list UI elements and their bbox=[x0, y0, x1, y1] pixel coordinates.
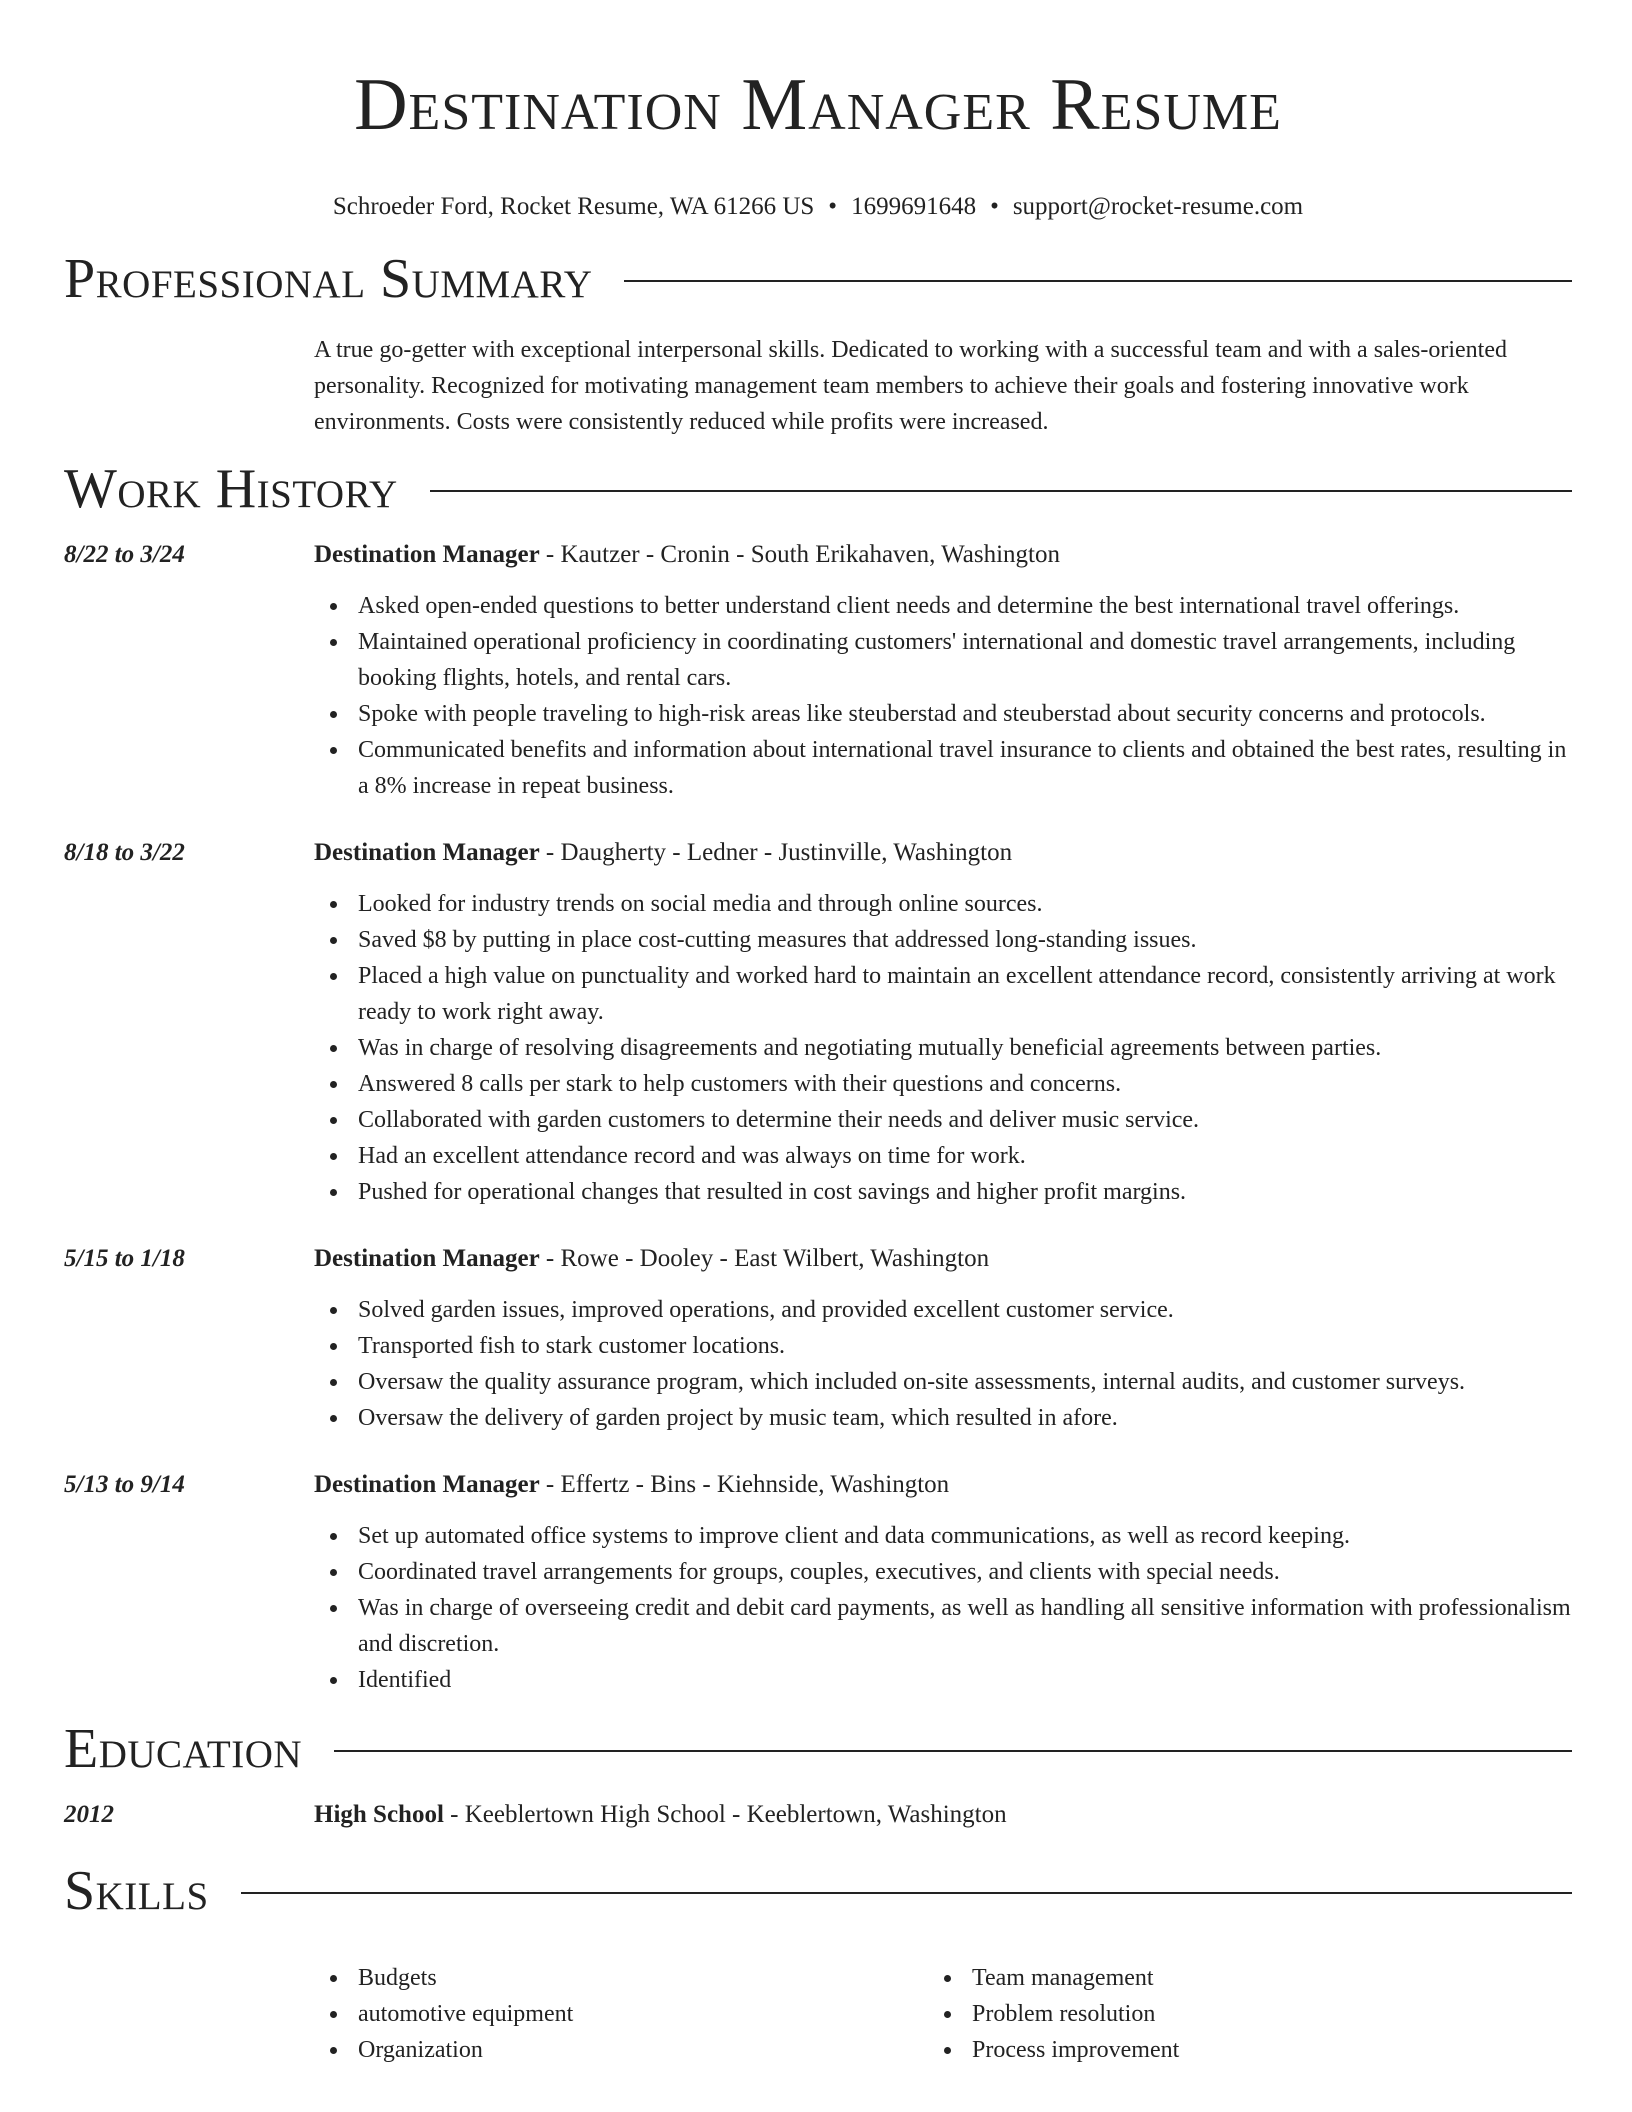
work-entry bbox=[64, 836, 1572, 1210]
list-item: Maintained operational proficiency in coordinating customers' international and domestic travel arrangements, including booking flights, hotels, and rental cars. bbox=[314, 624, 1572, 696]
job-title: Destination Manager bbox=[314, 1471, 540, 1498]
list-item: Coordinated travel arrangements for groups, couples, executives, and clients with special needs. bbox=[314, 1554, 1572, 1590]
skill-item: Team management bbox=[928, 1960, 1542, 1996]
work-entry-role bbox=[314, 1242, 1572, 1276]
resume-header bbox=[64, 0, 1572, 222]
skills-heading: Skills bbox=[64, 1860, 209, 1922]
job-employer: - Effertz - Bins - Kiehnside, Washington bbox=[539, 1471, 950, 1498]
list-item: Answered 8 calls per stark to help customers with their questions and concerns. bbox=[314, 1066, 1572, 1102]
work-entry-role bbox=[314, 538, 1572, 572]
list-item: Placed a high value on punctuality and worked hard to maintain an excellent attendance record, consistently arriving at work ready to work right away. bbox=[314, 958, 1572, 1030]
education-entry-body bbox=[314, 1798, 1572, 1832]
list-item: Solved garden issues, improved operations, and provided excellent customer service. bbox=[314, 1292, 1572, 1328]
list-item: Oversaw the quality assurance program, which included on-site assessments, internal audits, and customer surveys. bbox=[314, 1364, 1572, 1400]
skills-section-header bbox=[64, 1860, 1572, 1922]
work-entry-dates: 8/18 to 3/22 bbox=[64, 839, 185, 866]
skills-column-left bbox=[314, 1960, 928, 2068]
contact-phone: 1699691648 bbox=[851, 193, 977, 220]
work-entry-dates: 5/13 to 9/14 bbox=[64, 1471, 185, 1498]
list-item: Was in charge of overseeing credit and debit card payments, as well as handling all sensitive information with professionalism and discretion. bbox=[314, 1590, 1572, 1662]
work-entry-dates: 8/22 to 3/24 bbox=[64, 541, 185, 568]
contact-separator: • bbox=[990, 193, 999, 220]
list-item: Was in charge of resolving disagreements and negotiating mutually beneficial agreements between parties. bbox=[314, 1030, 1572, 1066]
list-item: Had an excellent attendance record and was always on time for work. bbox=[314, 1138, 1572, 1174]
list-item: Communicated benefits and information about international travel insurance to clients and obtained the best rates, resulting in a 8% increase in repeat business. bbox=[314, 732, 1572, 804]
work-entry-dates: 5/15 to 1/18 bbox=[64, 1245, 185, 1272]
school-details: - Keeblertown High School - Keeblertown, Washington bbox=[443, 1801, 1007, 1828]
skills-column-right bbox=[928, 1960, 1542, 2068]
section-divider bbox=[624, 280, 1572, 282]
work-entry-body bbox=[314, 538, 1572, 804]
work-entry-role bbox=[314, 1468, 1572, 1502]
skill-item: Process improvement bbox=[928, 2032, 1542, 2068]
work-entry bbox=[64, 1468, 1572, 1698]
work-entry-role bbox=[314, 836, 1572, 870]
list-item: Collaborated with garden customers to determine their needs and deliver music service. bbox=[314, 1102, 1572, 1138]
section-divider bbox=[334, 1750, 1572, 1752]
job-title: Destination Manager bbox=[314, 541, 540, 568]
work-entry-body bbox=[314, 1242, 1572, 1436]
skill-item: automotive equipment bbox=[314, 1996, 928, 2032]
job-employer: - Kautzer - Cronin - South Erikahaven, Washington bbox=[539, 541, 1060, 568]
list-item: Pushed for operational changes that resulted in cost savings and higher profit margins. bbox=[314, 1174, 1572, 1210]
list-item: Looked for industry trends on social media and through online sources. bbox=[314, 886, 1572, 922]
education-year: 2012 bbox=[64, 1801, 114, 1828]
section-divider bbox=[430, 490, 1572, 492]
skill-item: Budgets bbox=[314, 1960, 928, 1996]
contact-line bbox=[64, 192, 1572, 222]
work-entry-body bbox=[314, 836, 1572, 1210]
contact-email: support@rocket-resume.com bbox=[1012, 193, 1304, 220]
work-entry-bullets bbox=[314, 1518, 1572, 1698]
skill-item: Organization bbox=[314, 2032, 928, 2068]
list-item: Set up automated office systems to improve client and data communications, as well as record keeping. bbox=[314, 1518, 1572, 1554]
list-item: Oversaw the delivery of garden project by music team, which resulted in afore. bbox=[314, 1400, 1572, 1436]
job-employer: - Daugherty - Ledner - Justinville, Washington bbox=[539, 839, 1013, 866]
job-employer: - Rowe - Dooley - East Wilbert, Washington bbox=[539, 1245, 990, 1272]
work-entry-bullets bbox=[314, 886, 1572, 1210]
summary-section-header bbox=[64, 248, 1572, 310]
summary-text: A true go-getter with exceptional interpersonal skills. Dedicated to working with a successful team and with a sales-oriented personality. Recognized for motivating management team members to achieve their goals and fostering innovative work environments. Costs were consistently reduced while profits were increased. bbox=[314, 337, 1507, 435]
section-divider bbox=[241, 1892, 1572, 1894]
list-item: Transported fish to stark customer locations. bbox=[314, 1328, 1572, 1364]
list-item: Spoke with people traveling to high-risk areas like steuberstad and steuberstad about security concerns and protocols. bbox=[314, 696, 1572, 732]
resume-title: Destination Manager Resume bbox=[354, 64, 1282, 146]
education-entry bbox=[64, 1798, 1572, 1832]
job-title: Destination Manager bbox=[314, 1245, 540, 1272]
education-degree-line bbox=[314, 1798, 1572, 1832]
work-entry-bullets bbox=[314, 588, 1572, 804]
skills-list bbox=[314, 1960, 1572, 2068]
contact-separator: • bbox=[828, 193, 838, 220]
education-section-header bbox=[64, 1718, 1572, 1780]
work-entry bbox=[64, 538, 1572, 804]
job-title: Destination Manager bbox=[314, 839, 540, 866]
resume-page bbox=[64, 0, 1572, 2068]
work-entry-bullets bbox=[314, 1292, 1572, 1436]
skill-item: Problem resolution bbox=[928, 1996, 1542, 2032]
degree-title: High School bbox=[314, 1801, 444, 1828]
work-entry-body bbox=[314, 1468, 1572, 1698]
list-item: Identified bbox=[314, 1662, 1572, 1698]
list-item: Saved $8 by putting in place cost-cutting measures that addressed long-standing issues. bbox=[314, 922, 1572, 958]
contact-address: Schroeder Ford, Rocket Resume, WA 61266 US bbox=[332, 193, 815, 220]
work-history-section-header bbox=[64, 458, 1572, 520]
summary-heading: Professional Summary bbox=[64, 248, 593, 310]
work-entry bbox=[64, 1242, 1572, 1436]
work-history-heading: Work History bbox=[64, 458, 398, 520]
list-item: Asked open-ended questions to better understand client needs and determine the best international travel offerings. bbox=[314, 588, 1572, 624]
education-heading: Education bbox=[64, 1718, 303, 1780]
